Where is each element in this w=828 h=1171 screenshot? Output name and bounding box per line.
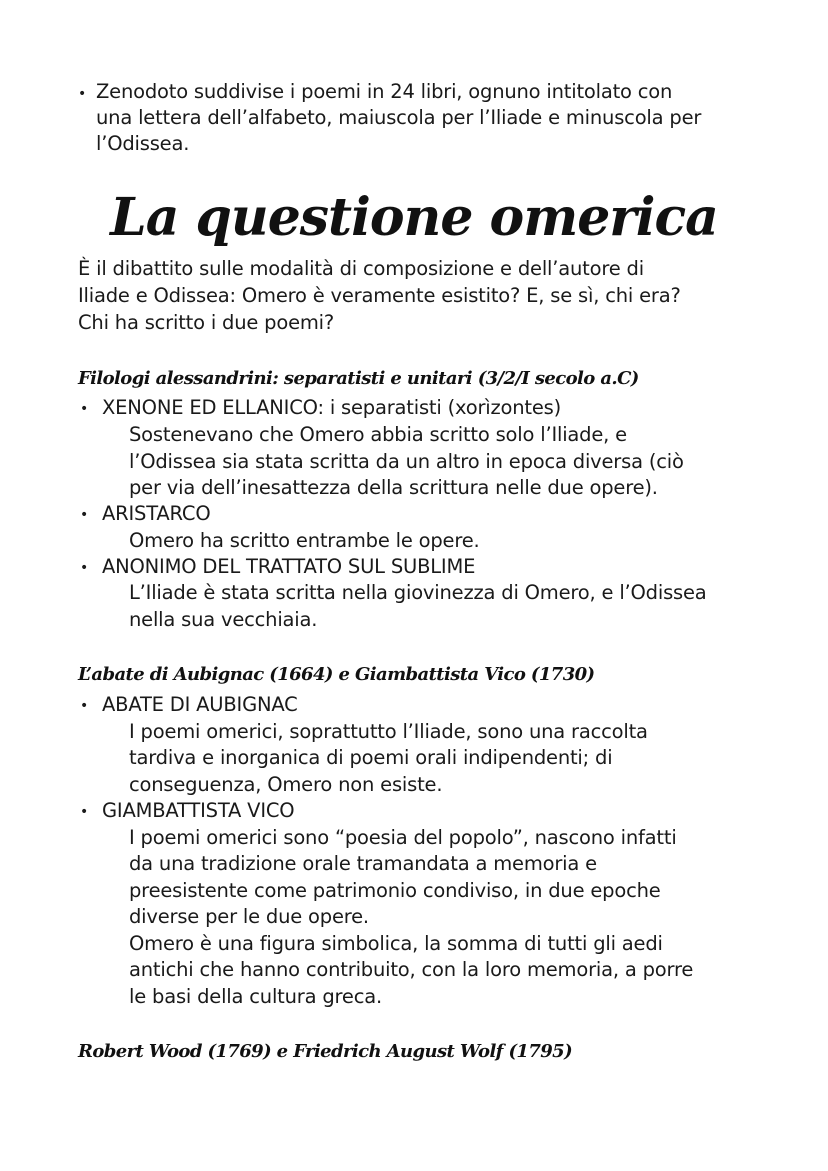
- bullet-icon: •: [80, 560, 89, 576]
- section-heading-aubignac-vico: L’abate di Aubignac (1664) e Giambattista Vico (1730): [78, 664, 595, 685]
- section-heading-wood-wolf: Robert Wood (1769) e Friedrich August Wolf (1795): [78, 1041, 573, 1062]
- item-text-line: nella sua vecchiaia.: [129, 608, 318, 631]
- page-title: La questione omerica: [110, 187, 718, 248]
- item-text-line: antichi che hanno contribuito, con la loro memoria, a porre: [129, 958, 694, 981]
- bullet-icon: •: [80, 804, 89, 820]
- item-text-line: tardiva e inorganica di poemi orali indipendenti; di: [129, 746, 613, 769]
- item-text-line: L’Iliade è stata scritta nella giovinezza di Omero, e l’Odissea: [129, 581, 707, 604]
- item-label: ANONIMO DEL TRATTATO SUL SUBLIME: [102, 555, 476, 578]
- item-text-line: Omero è una figura simbolica, la somma di tutti gli aedi: [129, 932, 663, 955]
- item-text-line: conseguenza, Omero non esiste.: [129, 773, 443, 796]
- item-text-line: le basi della cultura greca.: [129, 985, 382, 1008]
- bullet-icon: •: [78, 86, 87, 102]
- definition-line: Chi ha scritto i due poemi?: [78, 311, 335, 334]
- item-label: GIAMBATTISTA VICO: [102, 799, 295, 822]
- item-label: XENONE ED ELLANICO: i separatisti (xorìzontes): [102, 396, 562, 419]
- item-text-line: diverse per le due opere.: [129, 905, 369, 928]
- bullet-icon: •: [80, 507, 89, 523]
- intro-line: una lettera dell’alfabeto, maiuscola per l’Iliade e minuscola per: [96, 106, 702, 129]
- item-text-line: preesistente come patrimonio condiviso, in due epoche: [129, 879, 661, 902]
- item-text-line: per via dell’inesattezza della scrittura nelle due opere).: [129, 476, 658, 499]
- item-label: ABATE DI AUBIGNAC: [102, 693, 298, 716]
- definition-line: È il dibattito sulle modalità di composizione e dell’autore di: [78, 257, 644, 280]
- section-heading-filologi: Filologi alessandrini: separatisti e unitari (3/2/I secolo a.C): [78, 368, 639, 389]
- definition-line: Iliade e Odissea: Omero è veramente esistito? E, se sì, chi era?: [78, 284, 681, 307]
- item-label: ARISTARCO: [102, 502, 211, 525]
- item-text-line: da una tradizione orale tramandata a memoria e: [129, 852, 597, 875]
- bullet-icon: •: [80, 401, 89, 417]
- item-text-line: Omero ha scritto entrambe le opere.: [129, 529, 480, 552]
- item-text-line: I poemi omerici sono “poesia del popolo”, nascono infatti: [129, 826, 677, 849]
- bullet-icon: •: [80, 698, 89, 714]
- intro-line: Zenodoto suddivise i poemi in 24 libri, ognuno intitolato con: [96, 80, 673, 103]
- item-text-line: Sostenevano che Omero abbia scritto solo l’Iliade, e: [129, 423, 627, 446]
- item-text-line: l’Odissea sia stata scritta da un altro in epoca diversa (ciò: [129, 450, 684, 473]
- intro-line: l’Odissea.: [96, 132, 190, 155]
- item-text-line: I poemi omerici, soprattutto l’Iliade, sono una raccolta: [129, 720, 648, 743]
